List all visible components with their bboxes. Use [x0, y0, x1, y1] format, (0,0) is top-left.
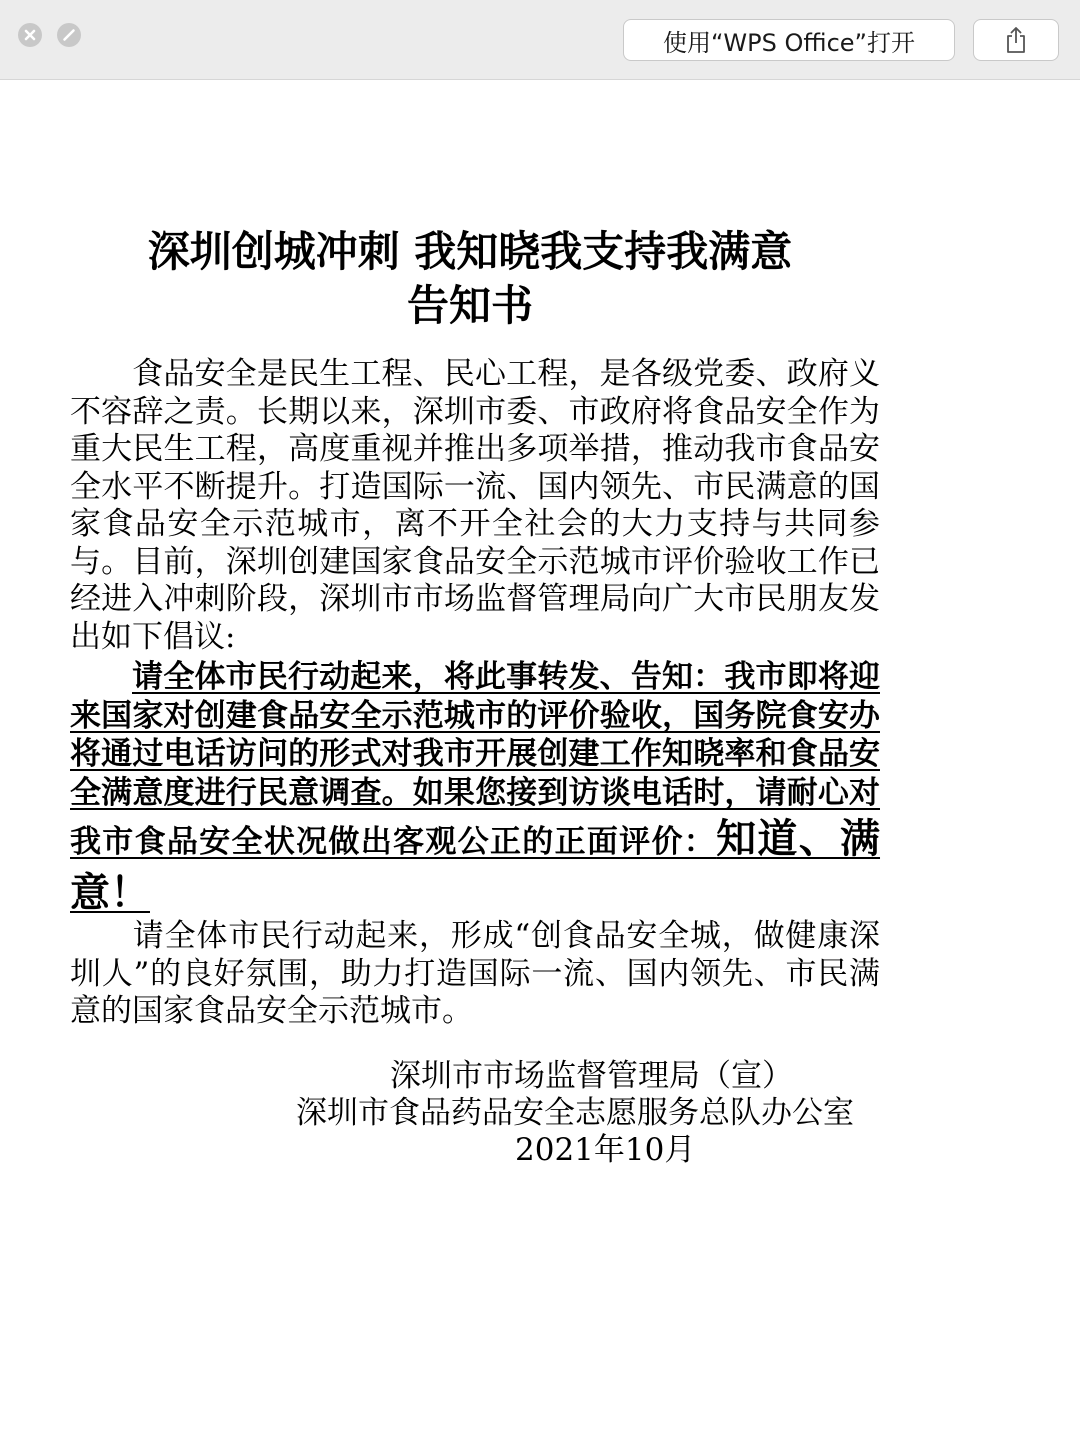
- document-title-line2: 告知书: [406, 281, 533, 330]
- document-page: [0, 80, 1080, 1440]
- close-icon[interactable]: [18, 23, 42, 47]
- paragraph-appeal-emphasis: 知道、满意！: [70, 815, 881, 916]
- share-button[interactable]: [973, 19, 1059, 61]
- signature-issuer: 深圳市市场监督管理局（宣）: [390, 1058, 793, 1094]
- signature-date: 2021年10月: [515, 1132, 696, 1168]
- paragraph-intro: [70, 356, 880, 656]
- signature-office: 深圳市食品药品安全志愿服务总队办公室: [296, 1095, 854, 1131]
- document-title-line1: 深圳创城冲刺 我知晓我支持我满意: [147, 227, 793, 276]
- share-icon: [1004, 26, 1028, 54]
- minimize-icon[interactable]: [57, 23, 81, 47]
- paragraph-appeal-text: 请全体市民行动起来，将此事转发、告知：我市即将迎来国家对创建食品安全示范城市的评价验收，国务院食安办将通过电话访问的形式对我市开展创建工作知晓率和食品安全满意度进行民意调查。如果您接到访谈电话时，请耐心对我市食品安全状况做出客观公正的正面评价：: [70, 659, 880, 860]
- paragraph-closing: [70, 918, 880, 1031]
- open-with-wps-label: 使用“WPS Office”打开: [663, 28, 915, 57]
- paragraph-closing-text: 请全体市民行动起来，形成“创食品安全城，做健康深圳人”的良好氛围，助力打造国际一流、国内领先、市民满意的国家食品安全示范城市。: [70, 918, 880, 1029]
- paragraph-intro-text: 食品安全是民生工程、民心工程，是各级党委、政府义不容辞之责。长期以来，深圳市委、市政府将食品安全作为重大民生工程，高度重视并推出多项举措，推动我市食品安全水平不断提升。打造国际一流、国内领先、市民满意的国家食品安全示范城市，离不开全社会的大力支持与共同参与。目前，深圳创建国家食品安全示范城市评价验收工作已经进入冲刺阶段，深圳市市场监督管理局向广大市民朋友发出如下倡议:: [70, 356, 880, 655]
- open-with-wps-button[interactable]: [623, 19, 955, 61]
- viewer-toolbar: [0, 0, 1080, 80]
- paragraph-appeal: [70, 658, 880, 920]
